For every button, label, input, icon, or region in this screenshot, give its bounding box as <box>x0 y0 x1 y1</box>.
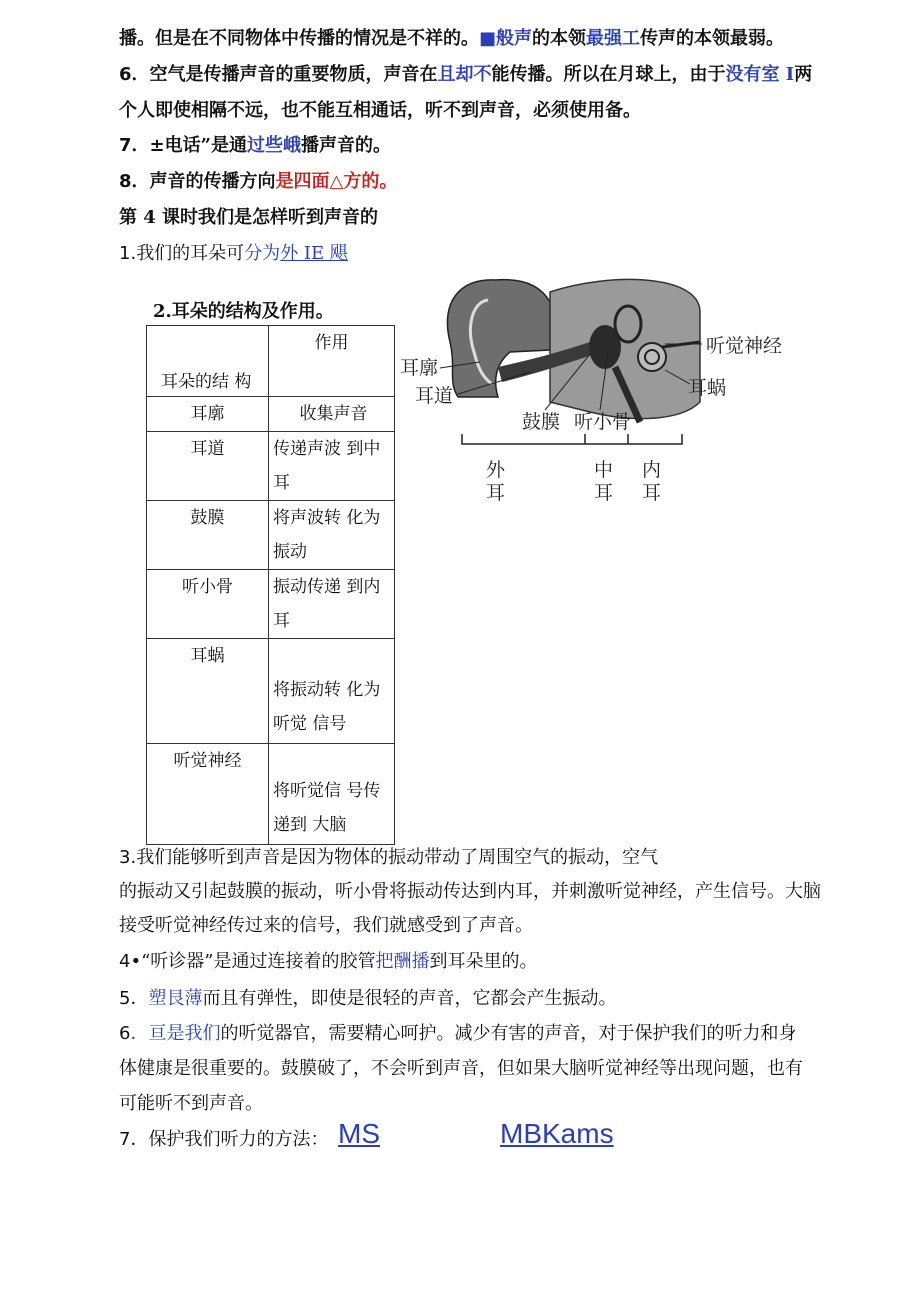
para-4-text-a: “听诊器”是通过连接着的胶管 <box>141 951 376 972</box>
text-line-1 <box>119 27 784 51</box>
line1-text-b: 的本领 <box>532 28 587 49</box>
table-cell-function: 振动传递 到内耳 <box>269 570 395 639</box>
header-function-label: 作用 <box>314 333 349 353</box>
para-7-text: ．保护我们听力的方法： <box>130 1129 329 1150</box>
table-cell-part: 耳道 <box>147 432 269 501</box>
table-cell-function: 将听觉信 号传递到 大脑 <box>269 744 395 845</box>
para-3-number: 3. <box>119 847 137 868</box>
item-6-text-c: 两 <box>794 64 813 85</box>
para-3-line-3 <box>119 914 533 938</box>
table-row <box>147 501 395 570</box>
line1-text-c: 传声的本领最弱。 <box>640 28 785 49</box>
item-8-line <box>119 170 397 194</box>
table-cell-part: 听小骨 <box>147 570 269 639</box>
para-3-line-2 <box>119 880 821 904</box>
item-6-text-a: ．空气是传播声音的重要物质，声音在 <box>131 64 438 85</box>
label-middle-2: 耳 <box>594 482 614 504</box>
item-6-line <box>119 63 812 87</box>
table-header-row <box>147 326 395 397</box>
para-6-line-3 <box>119 1092 263 1116</box>
para-5-number: 5 <box>119 988 131 1009</box>
lesson-item-1 <box>119 242 348 266</box>
para-6-number: 6 <box>119 1023 131 1044</box>
para-6-blue: ．亘是我们 <box>130 1023 221 1044</box>
para-5-line <box>119 987 616 1011</box>
para-7-number: 7 <box>119 1129 131 1150</box>
table-row <box>147 397 395 432</box>
table-caption-text: 2.耳朵的结构及作用。 <box>153 301 334 322</box>
para-5-dot: ． <box>130 988 149 1009</box>
label-middle-1: 中 <box>594 459 614 481</box>
para-7-answer-a: MS <box>338 1118 380 1149</box>
para-4-text-b: 到耳朵里的。 <box>429 951 538 972</box>
line1-blue-b: 最强工 <box>586 28 641 49</box>
ear-diagram <box>400 272 820 512</box>
line1-text-a: 播。但是在不同物体中传播的情况是不祥的。 <box>119 28 479 49</box>
para-7-answer <box>338 1118 620 1150</box>
item-6-text-b: 能传播。所以在月球上，由于 <box>491 64 726 85</box>
para-3-text-3: 接受听觉神经传过来的信号，我们就感受到了声音。 <box>119 915 533 936</box>
item-7-line <box>119 134 391 158</box>
table-cell-part: 鼓膜 <box>147 501 269 570</box>
cochlea-shape <box>638 343 666 371</box>
table-cell-function: 将振动转 化为听觉 信号 <box>269 639 395 744</box>
label-auricle: 耳廓 <box>400 357 439 379</box>
label-canal: 耳道 <box>415 385 454 407</box>
table-row <box>147 744 395 845</box>
lesson-item-1-blue-b: 外 IE 飓 <box>280 243 348 264</box>
item-6-blue-a: 且却不 <box>437 64 492 85</box>
label-eardrum: 鼓膜 <box>522 411 561 433</box>
lesson-item-1-text: 我们的耳朵可 <box>136 243 245 264</box>
lesson-4-title: 第 4 课时我们是怎样听到声音的 <box>119 207 379 228</box>
para-4-line <box>119 950 537 974</box>
ear-structure-table <box>146 325 395 845</box>
table-row <box>147 570 395 639</box>
table-header-function <box>269 326 395 397</box>
label-outer-2: 耳 <box>486 482 506 504</box>
label-cochlea: 耳蜗 <box>688 377 727 399</box>
label-nerve: 听觉神经 <box>706 335 783 357</box>
para-5-text: 而且有弹性，即使是很轻的声音，它都会产生振动。 <box>202 988 617 1009</box>
table-caption <box>153 300 334 324</box>
item-7-text-b: 播声音的。 <box>300 135 391 156</box>
table-cell-function: 传递声波 到中耳 <box>269 432 395 501</box>
item-8-red: 是四面△方的。 <box>275 171 398 192</box>
label-inner-2: 耳 <box>642 482 662 504</box>
item-6-blue-b: 没有室 I <box>725 64 795 85</box>
para-7-line <box>119 1128 328 1152</box>
table-header-part <box>147 326 269 397</box>
para-4-blue: 把酬播 <box>375 951 430 972</box>
item-7-blue: 过些峨 <box>246 135 301 156</box>
region-bracket <box>462 434 682 444</box>
para-3-line-1 <box>119 846 658 870</box>
item-7-number: 7 <box>119 135 132 156</box>
item-6-line-2 <box>119 99 641 123</box>
table-cell-function: 将声波转 化为振动 <box>269 501 395 570</box>
label-outer-1: 外 <box>486 459 506 481</box>
para-7-answer-b: MBKams <box>500 1118 614 1149</box>
line1-blue-a: ■般声 <box>479 28 533 49</box>
lesson-item-1-blue-a: 分为 <box>244 243 281 264</box>
label-ossicles: 听小骨 <box>574 411 632 433</box>
item-7-text-a: ．±电话”是通 <box>131 135 247 156</box>
item-6-number: 6 <box>119 64 132 85</box>
label-inner-1: 内 <box>642 459 662 481</box>
para-6-line-2 <box>119 1057 803 1081</box>
para-6-text-1: 的听觉器官，需要精心呵护。减少有害的声音，对于保护我们的听力和身 <box>220 1023 797 1044</box>
para-6-text-2: 体健康是很重要的。鼓膜破了，不会听到声音，但如果大脑听觉神经等出现问题，也有 <box>119 1058 803 1079</box>
table-row <box>147 432 395 501</box>
para-6-line-1 <box>119 1022 796 1046</box>
para-4-number: 4• <box>119 951 142 972</box>
para-6-text-3: 可能听不到声音。 <box>119 1093 263 1114</box>
lesson-item-1-number: 1. <box>119 243 137 264</box>
table-cell-part: 耳蜗 <box>147 639 269 744</box>
auricle-shape <box>447 280 550 397</box>
table-row <box>147 639 395 744</box>
item-8-text-a: ．声音的传播方向 <box>131 171 276 192</box>
para-3-text-2: 的振动又引起鼓膜的振动，听小骨将振动传达到内耳，并刺激听觉神经，产生信号。大脑 <box>119 881 821 902</box>
para-5-blue: 塑艮薄 <box>148 988 203 1009</box>
header-part-label: 耳朵的结 构 <box>161 372 252 392</box>
lesson-4-heading <box>119 206 378 230</box>
item-6-cont: 个人即使相隔不远，也不能互相通话，听不到声音，必须使用备。 <box>119 100 641 121</box>
para-3-text-1: 我们能够听到声音是因为物体的振动带动了周围空气的振动，空气 <box>136 847 659 868</box>
table-cell-function: 收集声音 <box>269 397 395 432</box>
table-cell-part: 听觉神经 <box>147 744 269 845</box>
item-8-number: 8 <box>119 171 132 192</box>
table-cell-part: 耳廓 <box>147 397 269 432</box>
